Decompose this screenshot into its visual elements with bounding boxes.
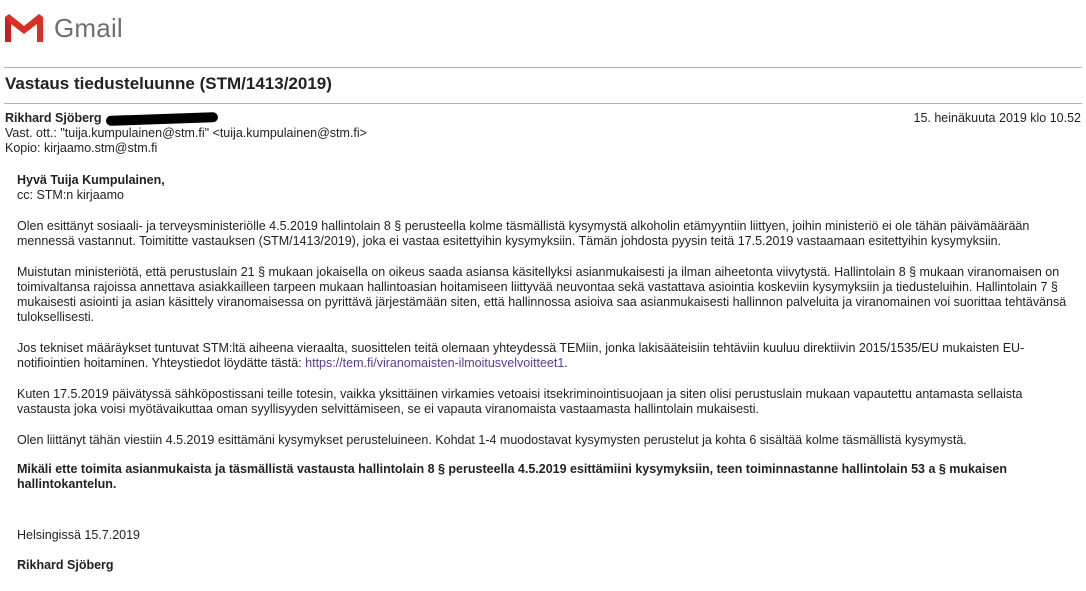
paragraph-5: Olen liittänyt tähän viestiin 4.5.2019 esittämäni kysymykset perusteluineen. Kohdat 1-4 muodostavat kysymysten perustelut ja kohta 6 sisältää kolme täsmällistä kysymystä. — [17, 433, 967, 447]
cc-note: cc: STM:n kirjaamo — [17, 188, 124, 202]
email-body — [17, 173, 1069, 573]
gmail-logo — [4, 10, 123, 46]
tem-link[interactable]: https://tem.fi/viranomaisten-ilmoitusvelvoitteet1 — [305, 356, 565, 370]
paragraph-2: Muistutan ministeriötä, että perustuslain 21 § mukaan jokaisella on oikeus saada asiansa käsitellyksi asianmukaisesti ja ilman aiheetonta viivytystä. Hallintolain 8 § mukaan viranomaisen on toimivaltansa rajoissa annettava asiakkailleen tarpeen mukaan hallintoasian hoitamiseen liittyvää neuvontaa sekä vastattava asiointia koskeviin kysymyksiin ja tiedusteluihin. Hallintolain 7 § mukaisesti asiointi ja asian käsittely viranomaisessa on pyrittävä järjestämään siten, että hallinnossa asioiva saa asianmukaisesti hallinnon palveluita ja viranomainen voi suorittaa tehtävänsä tuloksellisesti. — [17, 265, 1067, 324]
sender-name: Rikhard Sjöberg — [5, 111, 102, 125]
gmail-m-icon — [4, 13, 44, 43]
place-date: Helsingissä 15.7.2019 — [17, 528, 140, 542]
cc-value: kirjaamo.stm@stm.fi — [43, 141, 158, 155]
header-divider — [4, 67, 1082, 68]
paragraph-6: Mikäli ette toimita asianmukaista ja täsmällistä vastausta hallintolain 8 § perusteella 4.5.2019 esittämiini kysymyksiin, teen toiminnastanne hallintolain 53 a § mukaisen hallintokantelun. — [17, 462, 1007, 491]
gmail-wordmark: Gmail — [54, 12, 123, 43]
sender-line — [5, 111, 218, 125]
paragraph-3-text: Jos tekniset määräykset tuntuvat STM:ltä aiheena vieraalta, suosittelen teitä olemaan yhteydessä TEMiin, jonka lakisääteisiin tehtäviin kuuluu direktiivin 2015/1535/EU mukaisten EU-notifiointien hoitaminen. Yhteystiedot löydätte tästä: — [17, 341, 1025, 370]
paragraph-3 — [17, 341, 1069, 371]
paragraph-3-end: . — [564, 356, 568, 370]
redacted-email-mark — [105, 112, 217, 126]
paragraph-4: Kuten 17.5.2019 päivätyssä sähköpostissani teille totesin, vaikka yksittäinen virkamies vetoaisi itsekriminointisuojaan ja siten olisi perustuslain mukaan vapautettu antamasta sellaista vastausta joka voisi myötävaikuttaa oman syyllisyyden selvittämiseen, se ei vapauta viranomaista vastaamasta hallintolain mukaisesti. — [17, 387, 1023, 416]
subject-divider — [4, 103, 1082, 104]
cc-label: Kopio: — [5, 141, 41, 155]
email-subject: Vastaus tiedusteluunne (STM/1413/2019) — [5, 74, 332, 93]
email-date: 15. heinäkuuta 2019 klo 10.52 — [913, 111, 1081, 125]
recipient-line — [5, 126, 367, 140]
to-label: Vast. ott.: — [5, 126, 57, 140]
signature: Rikhard Sjöberg — [17, 558, 114, 572]
greeting: Hyvä Tuija Kumpulainen, — [17, 173, 165, 187]
to-value: "tuija.kumpulainen@stm.fi" <tuija.kumpulainen@stm.fi> — [60, 126, 367, 140]
cc-line — [5, 141, 157, 155]
paragraph-1: Olen esittänyt sosiaali- ja terveysministeriölle 4.5.2019 hallintolain 8 § perusteella kolme täsmällistä kysymystä alkoholin etämyyntiin liittyen, joihin ministeriö ei ole tähän päivämäärään mennessä vastannut. Toimititte vastauksen (STM/1413/2019), joka ei vastaa esitettyihin kysymyksiin. Tämän johdosta pyysin teitä 17.5.2019 vastaamaan esitettyihin kysymyksiin. — [17, 219, 1030, 248]
